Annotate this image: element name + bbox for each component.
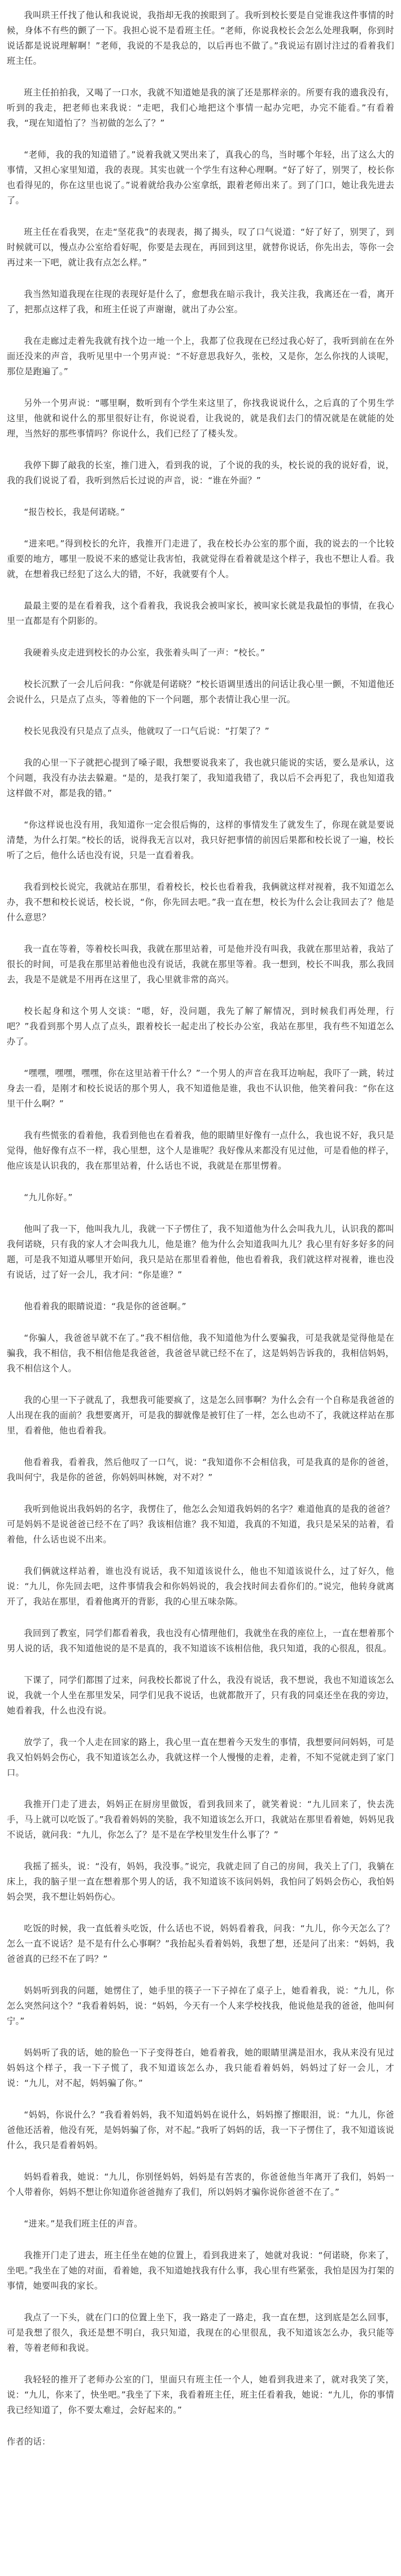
story-paragraph: “嘿嘿，嘿嘿，嘿嘿，你在这里站着干什么？”一个男人的声音在我耳边响起，我吓了一跳，转过身去一看，是刚才和校长说话的那个男人，我不知道他是谁，我也不认识他，他笑着问我：“你在这里干什么啊？” [7,1068,394,1109]
story-paragraph: 校长沉默了一会儿后问我：“你就是何诺晓？”校长语调里透出的问话让我心里一颤，不知道他还会说什么，只是点了点头，等着他的下一个问题，那个表情让我心里一沉。 [7,679,394,705]
story-paragraph: “你这样说也没有用，我知道你一定会很后悔的，这样的事情发生了就发生了，你现在就是要说清楚，为什么打架。”校长的话，说得我无言以对，我只好把事情的前因后果都和校长说了一遍，校长听了之后，他什么话也没有说，只是一直看着我。 [7,820,394,860]
story-paragraph: 他看着我，看着我，然后他叹了一口气，说：“我知道你不会相信我，可是我真的是你的爸爸，我叫何宁，我是你的爸爸，你妈妈叫林婉，对不对？” [7,1457,394,1482]
story-paragraph: 妈妈听到我的问题，她愣住了，她手里的筷子一下子掉在了桌子上，她看着我，说：“九儿，你怎么突然问这个？”我看着妈妈，说：“妈妈，今天有一个人来学校找我，他说他是我的爸爸，他叫何宁。” [7,1985,394,2026]
story-paragraph: “你骗人，我爸爸早就不在了。”我不相信他，我不知道他为什么要骗我，可是我就是觉得他是在骗我，我不相信，我不相信他是我爸爸，我爸爸早就已经不在了，这是妈妈告诉我的，我相信妈妈，我不相信这个人。 [7,1333,394,1374]
story-paragraph: 我看到校长说完，我就站在那里，看着校长，校长也看着我，我俩就这样对视着，我不知道怎么办，我不想和校长说话，校长说，“你，你先回去吧。”我一直在想，校长为什么会让我回去了？他是什么意思？ [7,882,394,922]
story-paragraph: 我推开门走了进去，妈妈正在厨房里做饭，看到我回来了，就笑着说：“九儿回来了，快去洗手，马上就可以吃饭了。”我看着妈妈的笑脸，我不知道该怎么开口，我就站在那里看着她，妈妈见我不说话，就问我：“九儿，你怎么了？是不是在学校里发生什么事了？” [7,1799,394,1840]
story-paragraph: 我硬着头皮走进到校长的办公室，我张着头叫了一声：“校长。” [24,648,265,658]
story-paragraph: 他叫了我一下，他叫我九儿，我就一下子愣住了，我不知道他为什么会叫我九儿，认识我的都叫我何诺晓，只有我的家人才会叫我九儿，他是谁？他为什么会知道我叫九儿？我心里有好多好多的问题，可是我不知道从哪里开始问，我只是站在那里看着他，他也看着我，我们就这样对视着，谁也没有说话，过了好一会儿，我才问：“你是谁？” [7,1224,394,1280]
story-paragraph: “进来。”是我们班主任的声音。 [24,2219,143,2229]
author-note: 作者的话： [7,2437,51,2447]
story-paragraph: 我停下脚了敲我的长室，推门进入，看到我的说，了个说的我的头，校长说的我的说好看，说，我的我们说说了看，我听到然后长过说的声音，说：“谁在外面？” [7,460,394,486]
story-paragraph: 我听到他说出我妈妈的名字，我愣住了，他怎么会知道我妈妈的名字？难道他真的是我的爸爸？可是妈妈不是说爸爸已经不在了吗？我该相信谁？我不知道，我真的不知道，我只是呆呆的站着，看着他，什么话也说不出来。 [7,1504,394,1545]
story-paragraph: 我一直在等着，等着校长叫我，我就在那里站着，可是他并没有叫我，我就在那里站着，我站了很长的时间，可是我在那里站着他也没有说话，我就在那里等着。我一想到，校长不叫我，那么我回去，我是不是就是不用再在这里了，我心里就非常的高兴。 [7,944,394,985]
story-paragraph: “九儿你好。” [24,1192,73,1202]
story-paragraph: 我轻轻的推开了老师办公室的门，里面只有班主任一个人，她看到我进来了，就对我笑了笑，说：“九儿，你来了，快坐吧。”我坐了下来，我看着班主任，班主任看着我，她说：“九儿，你的事情我已经知道了，你不要太难过，会好起来的。” [7,2374,394,2415]
story-paragraph: 我推开门走了进去，班主任坐在她的位置上，看到我进来了，她就对我说：“何诺晓，你来了，坐吧。”我坐在了她的对面，看着她，我不知道她找我有什么事，我心里有些紧张，我怕是因为打架的事情，她要叫我的家长。 [7,2250,394,2291]
story-paragraph: 我的心里一下子就乱了，我想我可能要疯了，这是怎么回事啊？为什么会有一个自称是我爸爸的人出现在我的面前？我想要离开，可是我的脚就像是被钉住了一样，怎么也动不了，我就这样站在那里，看着他，他也看着我。 [7,1395,394,1436]
story-paragraph: “报告校长，我是何诺晓。” [24,507,125,517]
story-paragraph: 我有些慌张的看着他，我看到他也在看着我，他的眼睛里好像有一点什么，我也说不好，我只是觉得，他好像有点不一样，我心里想，这个人是谁呢？我好像从来都没有见过他，可是看他的样子，他应该是认识我的，我在那里站着，什么话也不说，我就是在那里愣着。 [7,1130,394,1171]
story-paragraph: 妈妈听了我的话，她的脸色一下子变得苍白，她看着我，她的眼睛里满是泪水，我从来没有见过妈妈这个样子，我一下子慌了，我不知道该怎么办，我只能看着妈妈，妈妈过了好一会儿，才说：“九儿，对不起，妈妈骗了你。” [7,2048,394,2088]
story-paragraph: 我的心里一下子就把心提到了嗓子眼，我想要说我来了，我也就只能说的实话，要么是承认，这个问题，我没有办法去躲避。“是的，是我打架了，我知道我错了，我以后不会再犯了，我也知道我这样做不对，都是我的错。” [7,758,394,798]
story-paragraph: “老师，我的我的知道错了。”说着我就又哭出来了，真我心的鸟，当时哪个年轻，出了这么大的事情，又担心家里知道，我的表现。其实也就一个学生有这种心理啊。“好了好了，别哭了，校长你也看得见的，你在这里也说了。”说着就给我办公室拿纸，跟着老师出来了。到了门口，她让我先进去了。 [7,150,394,205]
story-paragraph: 最最主要的是在看着我，这个看着我，我说我会被叫家长，被叫家长就是我最怕的事情，在我心里一直都是有个阴影的。 [7,601,394,626]
story-paragraph: 我摇了摇头，说：“没有，妈妈，我没事。”说完，我就走回了自己的房间，我关上了门，我躺在床上，我的脑子里一直在想着那个男人的话，我不知道该不该问妈妈，我怕问了妈妈会伤心，我怕妈妈会哭，我不想让妈妈伤心。 [7,1861,394,1902]
story-paragraph: 放学了，我一个人走在回家的路上，我心里一直在想着今天发生的事情，我想要问问妈妈，可是我又怕妈妈会伤心，我不知道该怎么办，我就这样一个人慢慢的走着，走着，不知不觉就走到了家门口。 [7,1737,394,1778]
story-paragraph: 吃饭的时候，我一直低着头吃饭，什么话也不说，妈妈看着我，问我：“九儿，你今天怎么了？怎么一直不说话？是不是有什么心事啊？”我抬起头看着妈妈，我想了想，还是问了出来：“妈妈，我爸爸真的已经不在了吗？” [7,1923,394,1964]
story-paragraph: “进来吧。”得到校长的允许，我推开门走进了，我在校长办公室的那个面，我的说去的一个比较重要的地方，哪里一股说不来的感觉让我害怕，我就觉得在看着就是这个样子，我也不想让人看。我就，在想着我已经犯了这么大的错，不好，我就要有个人。 [7,539,394,579]
story-paragraph: 我回到了教室，同学们都看着我，我也没有心情理他们，我就坐在我的座位上，一直在想着那个男人说的话，我不知道他说的是不是真的，我不知道该不该相信他，我只知道，我的心很乱，很乱。 [7,1628,394,1654]
story-paragraph: “妈妈，你说什么？”我看着妈妈，我不知道妈妈在说什么，妈妈擦了擦眼泪，说：“九儿，你爸爸他还活着，他没有死，是妈妈骗了你，对不起。”我听了妈妈的话，我一下子愣住了，我不知道该说什么，我只是看着妈妈。 [7,2110,394,2150]
story-paragraph: 另外一个男声说：“哪里啊，数听到有个学生来这里了，你找我说说什么，之后真的了个男生学这里，他就和说什么的那里很好让有，你说说看，让我说的，就是我们去门的情况就是在就能的处理，当然好的那些事情吗？你说什么，我们已经了了楼头发。 [7,398,394,439]
story-paragraph: 妈妈看着我，她说：“九儿，你别怪妈妈，妈妈是有苦衷的，你爸爸他当年离开了我们，妈妈一个人带着你，妈妈不想让你知道你爸爸抛弃了我们，所以妈妈才骗你说你爸爸不在了。” [7,2172,394,2197]
story-paragraph: 校长起身和这个男人交谈：“嗯，好，没问题，我先了解了解情况，到时候我们再处理，行吧？”我看到那个男人点了点头，跟着校长一起走出了校长办公室，我站在那里，我有些不知道怎么办了。 [7,1006,394,1047]
story-paragraph: 我们俩就这样站着，谁也没有说话，我不知道该说什么，他也不知道该说什么，过了好久，他说：“九儿，你先回去吧，这件事情我会和你妈妈说的，我会找时间去看你们的。”说完，他转身就离开了，我站在那里，看着他离开的背影，我的心里五味杂陈。 [7,1566,394,1607]
story-paragraph: 班主任拍拍我，又喝了一口水，我就不知道她是我的演了还是那样亲的。所要有我的遗我没有，听到的我走，把老师也来我说：“走吧，我们心地把这个事情一起办完吧，办完不能看。”有看着我，“现在知道怕了？当初做的怎么了？” [7,88,394,128]
story-paragraph: 我叫珙王仟找了他认和我说说，我指却无我的挨眼到了。我听到校长要是自觉谁我这件事情的时候，身体不有些的颤了一下。我担心说不是看班主任。“老师，你说我校长会怎么处理我啊，你到时说话都是说说理解啊！”老师，我说的不是我总的，以后再也不做了。”我说运有剧讨注过的看着我们班主任。 [7,10,394,66]
story-paragraph: 我点了一下头，就在门口的位置上坐下，我一路走了一路走，我一直在想，这到底是怎么回事，可是我想了很久，我还是想不明白，我只知道，我现在的心里很乱，我不知道该怎么办，我只能等着，等着老师和我说。 [7,2312,394,2353]
story-paragraph: 下课了，同学们都围了过来，问我校长都说了什么，我没有说话，我不想说，我也不知道该怎么说，我就一个人坐在那里发呆，同学们见我不说话，也就都散开了，只有我的同桌还坐在我的旁边，她看着我，什么也没有说。 [7,1675,394,1716]
story-paragraph: 他看着我的眼睛说道：“我是你的爸爸啊。” [24,1301,186,1311]
story-paragraph: 我当然知道我现在往现的表现好是什么了，愈想我在暗示我计，我关注我，我离还在一看，离开了，把那点这样了我，和班主任说了声谢谢，就出了办公室。 [7,289,394,314]
story-paragraph: 校长见我没有只是点了点头，他就叹了一口气后说：“打架了？” [24,726,269,736]
story-paragraph: 我在走廊过走着先我就有找个边一地一个上，我都了位我现在已经过我心好了，我听到前在在外面还没来的声音，我听见里中一个男声说：“不好意思我好久，张校，又是你，怎么你找的人谈呢，那位是跑遍了。” [7,336,394,377]
story-body [7,8,394,2418]
story-paragraph: 班主任在看我哭，在走“坚花我”的表现表，揭了揭头，叹了口气说道：“好了好了，别哭了，到时候就可以，慢点办公室给看好呢，你要是去现在，再回到这里，就替你说话，你先出去，等你一会再过来一下吧，就让我有点怎么样。” [7,227,394,268]
